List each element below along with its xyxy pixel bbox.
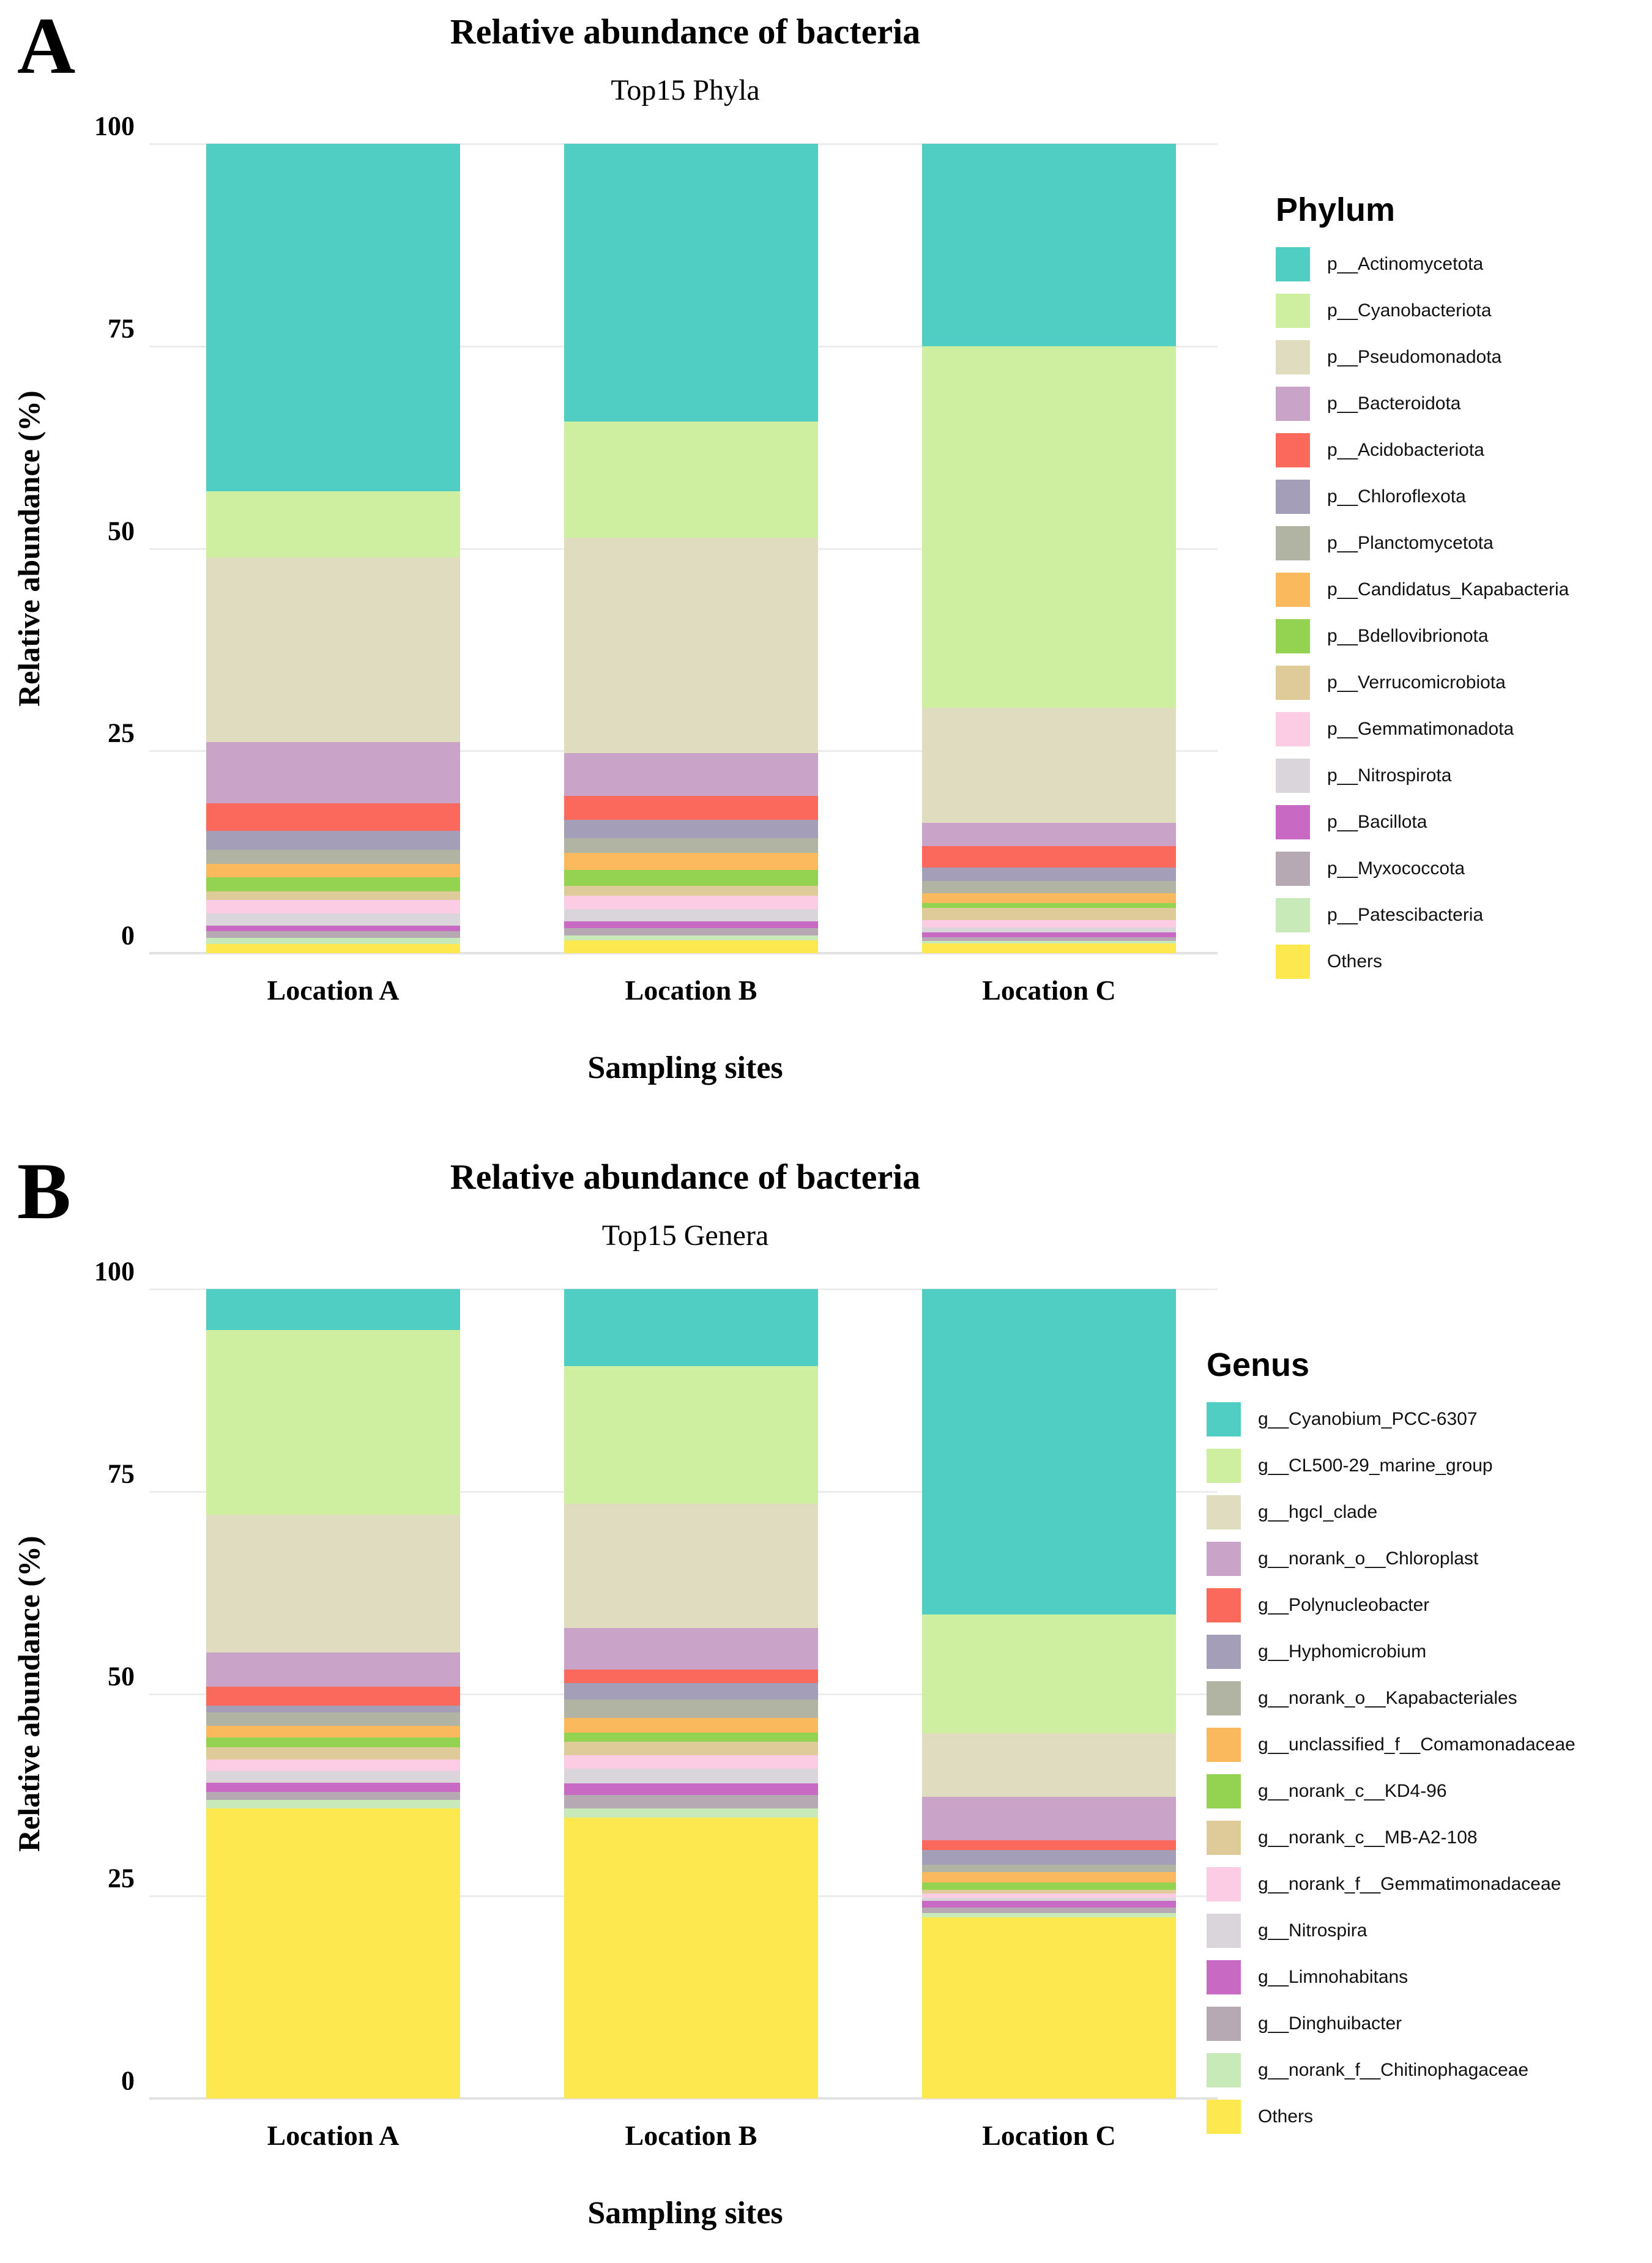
bar-segment-p__Cyanobacteriota bbox=[922, 346, 1176, 708]
x-tick-label-location-b: Location B bbox=[625, 2120, 757, 2151]
legend-label-p__Chloroflexota: p__Chloroflexota bbox=[1327, 486, 1466, 507]
legend-swatch-g__norank_o__Chloroplast bbox=[1207, 1542, 1241, 1576]
bar-segment-p__Acidobacteriota bbox=[564, 796, 818, 819]
panel-a-title: Relative abundance of bacteria bbox=[450, 12, 921, 51]
bar-segment-g__Dinghuibacter bbox=[922, 1908, 1176, 1913]
legend-item-g__norank_c__KD4-96 bbox=[1207, 1774, 1576, 1808]
bar-segment-g__Dinghuibacter bbox=[564, 1795, 818, 1808]
bar-segment-p__Bacteroidota bbox=[564, 753, 818, 796]
bar-segment-g__norank_f__Chitinophagaceae bbox=[922, 1913, 1176, 1917]
legend-label-g__CL500-29_marine_group: g__CL500-29_marine_group bbox=[1258, 1455, 1493, 1476]
legend-item-g__norank_f__Chitinophagaceae bbox=[1207, 2053, 1576, 2087]
x-tick-label-location-c: Location C bbox=[982, 975, 1116, 1006]
panel-a-legend-title: Phylum bbox=[1276, 191, 1396, 228]
bar-segment-p__Bdellovibrionota bbox=[922, 903, 1176, 908]
legend-swatch-p__Patescibacteria bbox=[1276, 898, 1310, 932]
y-tick-label-25: 25 bbox=[108, 1863, 135, 1893]
panel-b-plot-area bbox=[94, 1256, 1218, 2151]
legend-swatch-g__Cyanobium_PCC-6307 bbox=[1207, 1402, 1241, 1436]
y-tick-label-0: 0 bbox=[121, 920, 135, 951]
bar-segment-Others bbox=[922, 943, 1176, 953]
bar-segment-g__norank_c__MB-A2-108 bbox=[206, 1747, 460, 1759]
bar-segment-g__norank_c__KD4-96 bbox=[206, 1737, 460, 1747]
bar-segment-g__Nitrospira bbox=[206, 1771, 460, 1783]
legend-swatch-p__Actinomycetota bbox=[1276, 247, 1310, 281]
bar-segment-g__norank_c__KD4-96 bbox=[922, 1882, 1176, 1890]
legend-item-p__Pseudomonadota bbox=[1276, 340, 1569, 374]
legend-swatch-p__Planctomycetota bbox=[1276, 526, 1310, 560]
bar-segment-p__Gemmatimonadota bbox=[922, 920, 1176, 927]
legend-label-g__Hyphomicrobium: g__Hyphomicrobium bbox=[1258, 1641, 1427, 1662]
panel-a-legend-items bbox=[1276, 247, 1569, 979]
legend-item-p__Acidobacteriota bbox=[1276, 433, 1569, 467]
legend-swatch-p__Myxococcota bbox=[1276, 852, 1310, 886]
legend-label-g__Limnohabitans: g__Limnohabitans bbox=[1258, 1967, 1408, 1987]
bar-segment-p__Myxococcota bbox=[206, 931, 460, 938]
bar-segment-g__Polynucleobacter bbox=[922, 1840, 1176, 1850]
bar-segment-g__Limnohabitans bbox=[922, 1901, 1176, 1908]
panel-b-title: Relative abundance of bacteria bbox=[450, 1157, 921, 1197]
bar-segment-p__Verrucomicrobiota bbox=[922, 908, 1176, 920]
bar-segment-p__Actinomycetota bbox=[564, 144, 818, 422]
bar-segment-g__norank_f__Gemmatimonadaceae bbox=[564, 1755, 818, 1769]
panel-a bbox=[0, 0, 1652, 1129]
y-tick-label-100: 100 bbox=[94, 1256, 135, 1287]
y-tick-label-100: 100 bbox=[94, 111, 135, 141]
legend-swatch-p__Bacillota bbox=[1276, 805, 1310, 839]
legend-swatch-g__norank_o__Kapabacteriales bbox=[1207, 1681, 1241, 1715]
legend-label-p__Actinomycetota: p__Actinomycetota bbox=[1327, 254, 1484, 274]
bar-segment-g__hgcI_clade bbox=[206, 1515, 460, 1652]
bar-segment-g__norank_o__Kapabacteriales bbox=[206, 1712, 460, 1726]
legend-label-Others: Others bbox=[1327, 951, 1383, 972]
bar-segment-g__norank_o__Chloroplast bbox=[564, 1628, 818, 1669]
bar-segment-p__Actinomycetota bbox=[922, 144, 1176, 346]
stacked-bar-location-c bbox=[922, 144, 1176, 953]
legend-item-g__norank_c__MB-A2-108 bbox=[1207, 1821, 1576, 1855]
bar-segment-g__norank_c__MB-A2-108 bbox=[922, 1890, 1176, 1894]
bar-segment-g__norank_o__Chloroplast bbox=[206, 1652, 460, 1687]
legend-swatch-g__CL500-29_marine_group bbox=[1207, 1449, 1241, 1483]
bar-segment-g__Limnohabitans bbox=[564, 1783, 818, 1795]
bar-segment-g__Cyanobium_PCC-6307 bbox=[922, 1289, 1176, 1615]
bar-segment-p__Cyanobacteriota bbox=[564, 422, 818, 538]
bar-segment-g__norank_c__MB-A2-108 bbox=[564, 1742, 818, 1755]
bar-segment-g__norank_o__Kapabacteriales bbox=[564, 1700, 818, 1718]
legend-swatch-g__norank_c__KD4-96 bbox=[1207, 1774, 1241, 1808]
stacked-bar-location-b bbox=[564, 144, 818, 953]
bar-segment-p__Candidatus_Kapabacteria bbox=[922, 893, 1176, 903]
bar-segment-g__Hyphomicrobium bbox=[564, 1683, 818, 1699]
legend-item-g__norank_f__Gemmatimonadaceae bbox=[1207, 1867, 1576, 1901]
panel-a-subtitle: Top15 Phyla bbox=[611, 74, 760, 106]
bar-segment-p__Bacteroidota bbox=[922, 823, 1176, 846]
stacked-bar-location-b bbox=[564, 1289, 818, 2098]
legend-label-p__Planctomycetota: p__Planctomycetota bbox=[1327, 533, 1494, 553]
panel-a-x-axis-title: Sampling sites bbox=[587, 1050, 783, 1085]
legend-item-p__Nitrospirota bbox=[1276, 759, 1569, 793]
legend-label-p__Myxococcota: p__Myxococcota bbox=[1327, 858, 1465, 879]
bar-segment-g__norank_f__Gemmatimonadaceae bbox=[922, 1893, 1176, 1898]
bar-segment-g__hgcI_clade bbox=[564, 1504, 818, 1629]
bar-segment-p__Bdellovibrionota bbox=[564, 870, 818, 886]
legend-item-p__Chloroflexota bbox=[1276, 480, 1569, 514]
legend-label-g__norank_c__KD4-96: g__norank_c__KD4-96 bbox=[1258, 1781, 1447, 1801]
legend-item-p__Bacteroidota bbox=[1276, 387, 1569, 421]
legend-label-p__Acidobacteriota: p__Acidobacteriota bbox=[1327, 440, 1484, 460]
bar-segment-p__Bacillota bbox=[206, 926, 460, 931]
legend-swatch-p__Bdellovibrionota bbox=[1276, 619, 1310, 653]
legend-item-p__Gemmatimonadota bbox=[1276, 712, 1569, 746]
bar-segment-p__Nitrospirota bbox=[206, 913, 460, 926]
bar-segment-g__Hyphomicrobium bbox=[922, 1850, 1176, 1865]
legend-label-p__Bdellovibrionota: p__Bdellovibrionota bbox=[1327, 626, 1489, 646]
legend-swatch-p__Candidatus_Kapabacteria bbox=[1276, 573, 1310, 607]
x-tick-label-location-c: Location C bbox=[982, 2120, 1116, 2151]
legend-label-g__norank_f__Chitinophagaceae: g__norank_f__Chitinophagaceae bbox=[1258, 2060, 1529, 2080]
y-tick-label-75: 75 bbox=[108, 313, 135, 344]
legend-item-g__Dinghuibacter bbox=[1207, 2007, 1576, 2041]
legend-label-p__Gemmatimonadota: p__Gemmatimonadota bbox=[1327, 719, 1514, 739]
bar-segment-p__Pseudomonadota bbox=[206, 557, 460, 742]
x-tick-label-location-a: Location A bbox=[267, 975, 400, 1006]
bar-segment-g__norank_f__Chitinophagaceae bbox=[206, 1800, 460, 1809]
bar-segment-g__norank_o__Chloroplast bbox=[922, 1797, 1176, 1840]
panel-a-y-axis-title: Relative abundance (%) bbox=[12, 390, 46, 707]
bar-segment-g__unclassified_f__Comamonadaceae bbox=[564, 1718, 818, 1733]
panel-a-letter: A bbox=[17, 1, 76, 91]
panel-b-subtitle: Top15 Genera bbox=[601, 1219, 769, 1252]
bar-segment-Others bbox=[206, 944, 460, 953]
legend-label-p__Patescibacteria: p__Patescibacteria bbox=[1327, 905, 1484, 925]
legend-label-Others: Others bbox=[1258, 2106, 1314, 2127]
legend-label-p__Pseudomonadota: p__Pseudomonadota bbox=[1327, 347, 1502, 367]
bar-segment-g__Nitrospira bbox=[564, 1769, 818, 1783]
legend-label-g__unclassified_f__Comamonadaceae: g__unclassified_f__Comamonadaceae bbox=[1258, 1734, 1576, 1755]
panel-b bbox=[0, 1145, 1652, 2263]
y-tick-label-25: 25 bbox=[108, 718, 135, 748]
legend-item-p__Bacillota bbox=[1276, 805, 1569, 839]
bar-segment-p__Myxococcota bbox=[564, 928, 818, 935]
bar-segment-g__Cyanobium_PCC-6307 bbox=[206, 1289, 460, 1330]
bar-segment-g__norank_c__KD4-96 bbox=[564, 1733, 818, 1742]
y-tick-label-75: 75 bbox=[108, 1459, 135, 1489]
legend-item-p__Myxococcota bbox=[1276, 852, 1569, 886]
bar-segment-g__Cyanobium_PCC-6307 bbox=[564, 1289, 818, 1366]
legend-item-g__hgcI_clade bbox=[1207, 1495, 1576, 1529]
legend-item-g__norank_o__Chloroplast bbox=[1207, 1542, 1576, 1576]
legend-swatch-p__Acidobacteriota bbox=[1276, 433, 1310, 467]
bar-segment-p__Verrucomicrobiota bbox=[206, 891, 460, 899]
legend-swatch-p__Verrucomicrobiota bbox=[1276, 666, 1310, 700]
panel-b-x-axis-title: Sampling sites bbox=[587, 2196, 783, 2231]
bar-segment-p__Planctomycetota bbox=[564, 838, 818, 853]
bar-segment-p__Bacillota bbox=[922, 932, 1176, 937]
bar-segment-p__Candidatus_Kapabacteria bbox=[564, 853, 818, 870]
legend-swatch-g__norank_f__Chitinophagaceae bbox=[1207, 2053, 1241, 2087]
bar-segment-p__Nitrospirota bbox=[922, 927, 1176, 932]
legend-swatch-p__Pseudomonadota bbox=[1276, 340, 1310, 374]
bar-segment-Others bbox=[564, 1818, 818, 2098]
legend-swatch-g__hgcI_clade bbox=[1207, 1495, 1241, 1529]
legend-item-g__Polynucleobacter bbox=[1207, 1588, 1576, 1622]
legend-swatch-g__unclassified_f__Comamonadaceae bbox=[1207, 1728, 1241, 1762]
legend-swatch-g__Dinghuibacter bbox=[1207, 2007, 1241, 2041]
legend-swatch-p__Chloroflexota bbox=[1276, 480, 1310, 514]
legend-label-p__Candidatus_Kapabacteria: p__Candidatus_Kapabacteria bbox=[1327, 579, 1569, 600]
bar-segment-p__Chloroflexota bbox=[206, 831, 460, 849]
legend-swatch-g__Limnohabitans bbox=[1207, 1960, 1241, 1994]
bar-segment-g__Limnohabitans bbox=[206, 1783, 460, 1792]
bar-segment-g__unclassified_f__Comamonadaceae bbox=[206, 1726, 460, 1737]
legend-item-p__Planctomycetota bbox=[1276, 526, 1569, 560]
bar-segment-g__hgcI_clade bbox=[922, 1733, 1176, 1796]
panel-b-letter: B bbox=[17, 1146, 72, 1236]
bar-segment-p__Acidobacteriota bbox=[922, 846, 1176, 867]
legend-label-p__Verrucomicrobiota: p__Verrucomicrobiota bbox=[1327, 672, 1506, 693]
bar-segment-p__Gemmatimonadota bbox=[206, 900, 460, 913]
bar-segment-p__Patescibacteria bbox=[206, 938, 460, 945]
stacked-bar-location-c bbox=[922, 1289, 1176, 2098]
bar-segment-p__Pseudomonadota bbox=[564, 538, 818, 753]
bar-segment-Others bbox=[922, 1917, 1176, 2098]
panel-b-y-axis-title: Relative abundance (%) bbox=[12, 1536, 46, 1852]
x-tick-label-location-b: Location B bbox=[625, 975, 757, 1006]
legend-swatch-g__Polynucleobacter bbox=[1207, 1588, 1241, 1622]
bar-segment-g__norank_o__Kapabacteriales bbox=[922, 1865, 1176, 1872]
legend-label-g__hgcI_clade: g__hgcI_clade bbox=[1258, 1502, 1378, 1522]
legend-swatch-p__Cyanobacteriota bbox=[1276, 294, 1310, 328]
legend-item-p__Bdellovibrionota bbox=[1276, 619, 1569, 653]
legend-label-g__Nitrospira: g__Nitrospira bbox=[1258, 1920, 1367, 1941]
legend-label-g__Cyanobium_PCC-6307: g__Cyanobium_PCC-6307 bbox=[1258, 1409, 1478, 1429]
bar-segment-Others bbox=[206, 1808, 460, 2098]
legend-swatch-g__norank_c__MB-A2-108 bbox=[1207, 1821, 1241, 1855]
legend-swatch-p__Gemmatimonadota bbox=[1276, 712, 1310, 746]
panel-a-legend bbox=[1276, 191, 1569, 979]
legend-swatch-p__Nitrospirota bbox=[1276, 759, 1310, 793]
legend-label-p__Nitrospirota: p__Nitrospirota bbox=[1327, 765, 1452, 786]
legend-label-g__Dinghuibacter: g__Dinghuibacter bbox=[1258, 2013, 1402, 2034]
bar-segment-g__norank_f__Gemmatimonadaceae bbox=[206, 1759, 460, 1772]
y-tick-label-50: 50 bbox=[108, 516, 135, 546]
stacked-bar-location-a bbox=[206, 1289, 460, 2098]
bar-segment-p__Cyanobacteriota bbox=[206, 491, 460, 557]
legend-swatch-Others bbox=[1276, 945, 1310, 979]
bar-segment-p__Candidatus_Kapabacteria bbox=[206, 864, 460, 877]
legend-item-Others bbox=[1207, 2100, 1576, 2134]
legend-swatch-g__norank_f__Gemmatimonadaceae bbox=[1207, 1867, 1241, 1901]
legend-swatch-Others bbox=[1207, 2100, 1241, 2134]
x-tick-label-location-a: Location A bbox=[267, 2120, 400, 2151]
bar-segment-p__Acidobacteriota bbox=[206, 803, 460, 831]
bar-segment-p__Nitrospirota bbox=[564, 909, 818, 921]
legend-item-Others bbox=[1276, 945, 1569, 979]
bar-segment-p__Myxococcota bbox=[922, 937, 1176, 942]
legend-item-p__Verrucomicrobiota bbox=[1276, 666, 1569, 700]
bar-segment-g__Polynucleobacter bbox=[564, 1670, 818, 1683]
legend-item-g__Nitrospira bbox=[1207, 1914, 1576, 1948]
bar-segment-p__Pseudomonadota bbox=[922, 708, 1176, 823]
legend-swatch-g__Nitrospira bbox=[1207, 1914, 1241, 1948]
legend-item-p__Candidatus_Kapabacteria bbox=[1276, 573, 1569, 607]
bar-segment-p__Gemmatimonadota bbox=[564, 896, 818, 909]
y-tick-label-0: 0 bbox=[121, 2065, 135, 2096]
stacked-bar-location-a bbox=[206, 144, 460, 953]
legend-label-g__norank_f__Gemmatimonadaceae: g__norank_f__Gemmatimonadaceae bbox=[1258, 1874, 1561, 1894]
legend-item-g__Cyanobium_PCC-6307 bbox=[1207, 1402, 1576, 1436]
panel-a-plot-area bbox=[94, 111, 1218, 1006]
legend-label-g__norank_o__Chloroplast: g__norank_o__Chloroplast bbox=[1258, 1548, 1479, 1569]
legend-item-g__Limnohabitans bbox=[1207, 1960, 1576, 1994]
legend-item-p__Actinomycetota bbox=[1276, 247, 1569, 281]
bar-segment-g__norank_f__Chitinophagaceae bbox=[564, 1808, 818, 1818]
bar-segment-g__Polynucleobacter bbox=[206, 1687, 460, 1706]
legend-label-p__Bacillota: p__Bacillota bbox=[1327, 812, 1427, 832]
bar-segment-p__Actinomycetota bbox=[206, 144, 460, 491]
legend-item-g__CL500-29_marine_group bbox=[1207, 1449, 1576, 1483]
bar-segment-g__CL500-29_marine_group bbox=[564, 1366, 818, 1504]
legend-swatch-p__Bacteroidota bbox=[1276, 387, 1310, 421]
bar-segment-g__CL500-29_marine_group bbox=[206, 1330, 460, 1515]
legend-item-p__Cyanobacteriota bbox=[1276, 294, 1569, 328]
panel-b-legend-items bbox=[1207, 1402, 1576, 2134]
bar-segment-p__Verrucomicrobiota bbox=[564, 886, 818, 896]
bar-segment-Others bbox=[564, 940, 818, 953]
panel-b-legend bbox=[1207, 1346, 1576, 2134]
bar-segment-g__unclassified_f__Comamonadaceae bbox=[922, 1872, 1176, 1882]
bar-segment-g__CL500-29_marine_group bbox=[922, 1615, 1176, 1733]
bar-segment-p__Bacillota bbox=[564, 921, 818, 928]
legend-swatch-g__Hyphomicrobium bbox=[1207, 1635, 1241, 1669]
bar-segment-p__Planctomycetota bbox=[206, 850, 460, 864]
legend-label-g__norank_c__MB-A2-108: g__norank_c__MB-A2-108 bbox=[1258, 1827, 1478, 1848]
bar-segment-p__Chloroflexota bbox=[922, 868, 1176, 881]
legend-label-p__Cyanobacteriota: p__Cyanobacteriota bbox=[1327, 300, 1492, 321]
legend-item-g__unclassified_f__Comamonadaceae bbox=[1207, 1728, 1576, 1762]
legend-item-g__Hyphomicrobium bbox=[1207, 1635, 1576, 1669]
bar-segment-p__Planctomycetota bbox=[922, 881, 1176, 893]
legend-item-g__norank_o__Kapabacteriales bbox=[1207, 1681, 1576, 1715]
bar-segment-p__Bacteroidota bbox=[206, 742, 460, 804]
bar-segment-p__Chloroflexota bbox=[564, 820, 818, 838]
panel-b-legend-title: Genus bbox=[1207, 1347, 1310, 1383]
legend-item-p__Patescibacteria bbox=[1276, 898, 1569, 932]
legend-label-g__norank_o__Kapabacteriales: g__norank_o__Kapabacteriales bbox=[1258, 1688, 1517, 1708]
y-tick-label-50: 50 bbox=[108, 1661, 135, 1691]
legend-label-g__Polynucleobacter: g__Polynucleobacter bbox=[1258, 1595, 1430, 1615]
bar-segment-g__Dinghuibacter bbox=[206, 1792, 460, 1800]
legend-label-p__Bacteroidota: p__Bacteroidota bbox=[1327, 393, 1461, 414]
bar-segment-p__Bdellovibrionota bbox=[206, 877, 460, 892]
bar-segment-g__Hyphomicrobium bbox=[206, 1706, 460, 1712]
bar-segment-p__Patescibacteria bbox=[564, 935, 818, 940]
